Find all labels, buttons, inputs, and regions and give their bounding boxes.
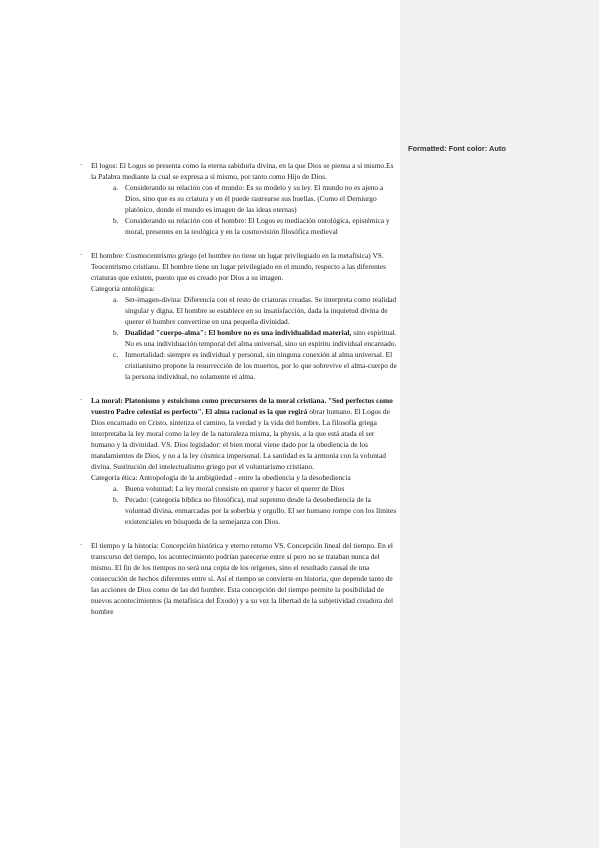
list-item: a. Buena voluntad: La ley moral consiste en querer y hacer el querer de Dios xyxy=(113,484,345,493)
bold-text: Dualidad "cuerpo-alma": El hombre no es una individualidad material, xyxy=(125,328,352,337)
section-intro: El hombre: Cosmocentrismo griego (el hombre no tiene un lugar privilegiado en la metafísica) VS. Teocentrismo cristiano. El hombre tiene un lugar privilegiado en el mundo, respecto a las diferentes criaturas que existen, puesto que es creado por Dios a su imagen. xyxy=(91,251,387,282)
bullet-marker: - xyxy=(80,162,82,168)
section-moral xyxy=(80,395,398,527)
list-item: b. Pecado: (categoría bíblica no filosófica), mal supremo desde la desobediencia de la voluntad divina, enmarcadas por la soberbia y orgullo. El ser humano rompe con los límites existenciales en búsqueda de la semejanza con Dios. xyxy=(113,495,397,526)
section-tiempo xyxy=(80,540,398,617)
list-item: a. Considerando su relación con el mundo: Es su modelo y su ley. El mundo no es ajeno a Dios, sino que es su criatura y en él puede rastrearse sus huellas. (Como el Demiurgo platónico, donde el mundo es imagen de las ideas eternas) xyxy=(113,183,384,214)
bold-text: La moral: Platonismo y estoicismo como precursores de la moral cristiana. "Sed perfectos como vuestro Padre celestial es perfecto". El alma racional es la que regirá xyxy=(91,396,393,416)
sub-list xyxy=(91,483,398,527)
format-comment: Formatted: Font color: Auto xyxy=(408,144,506,153)
sub-list xyxy=(91,182,398,237)
list-item: c. Inmortalidad: siempre es individual y personal, sin ninguna conexión al alma universal. El cristianismo propone la resurrección de los muertos, por lo que sobrevive el alma-cuerpo de la persona individual, no solamente el alma. xyxy=(113,350,397,381)
section-logos xyxy=(80,160,398,237)
category-label: Categoría ontológica: xyxy=(91,284,155,293)
section-hombre xyxy=(80,250,398,382)
list-item: b. Dualidad "cuerpo-alma": El hombre no es una individualidad material, sino espiritual. No es una individuación temporal del alma universal, sino un espíritu individual encarnado. xyxy=(113,328,397,348)
section-intro: La moral: Platonismo y estoicismo como precursores de la moral cristiana. "Sed perfectos como vuestro Padre celestial es perfecto". El alma racional es la que regirá obrar humano. El Logos de Dios encarnado en Cristo, sintetiza el camino, la verdad y la vida del hombre. La filosofía griega interpretaba la ley moral como la ley de la naturaleza misma, la physis, a la que está atada el ser humano y la divinidad. VS. Dios legislador: el bien moral viene dado por la obediencia de los mandamientos de Dios, y no a la ley cósmica impersonal. La santidad es la armonía con la voluntad divina. Sustitución del intelectualismo griego por el voluntarismo cristiano. xyxy=(91,396,393,471)
list-item: a. Ser-imagen-divina: Diferencia con el resto de criaturas creadas. Se interpreta como realidad singular y digna. El hombre se establece en su insatisfacción, dada la inquietud divina de querer el hombre convertirse en una pequeña divinidad. xyxy=(113,295,397,326)
bullet-marker: - xyxy=(80,252,82,258)
section-intro: El logos: El Logos se presenta como la eterna sabiduría divina, en la que Dios se piensa a sí mismo.Es la Palabra mediante la cual se expresa a sí mismo, por tanto como Hijo de Dios. xyxy=(91,161,394,181)
bullet-marker: - xyxy=(80,397,82,403)
bullet-marker: - xyxy=(80,542,82,548)
list-item: b. Considerando su relación con el hombre: El Logos es mediación ontológica, epistémica y moral, presentes en la teológica y en la cosmovisión filosófica medieval xyxy=(113,216,390,236)
section-intro: El tiempo y la historia: Concepción histórica y eterno retorno VS. Concepción lineal del tiempo. En el transcurso del tiempo, los acontecimiento podrían parecerse entre sí pero no se trataban nunca del mismo. El fin de los tiempos no será una copia de los orígenes, sino el resultado causal de una consecución de hechos diferentes entre sí. Así el tiempo se convierte en historia, que depende tanto de las acciones de Dios como de las del hombre. Esta concepción del tiempo permite la posibilidad de nuevos acontecimientos (la metafísica del Éxodo) y a su vez la libertad de la subjetividad creadora del hombre xyxy=(91,541,394,616)
sub-list xyxy=(91,294,398,382)
document-body xyxy=(80,160,398,630)
comment-margin-pane xyxy=(400,0,599,848)
category-label: Categoría ética: Antropología de la ambigüedad - entre la obediencia y la desobediencia xyxy=(91,473,351,482)
